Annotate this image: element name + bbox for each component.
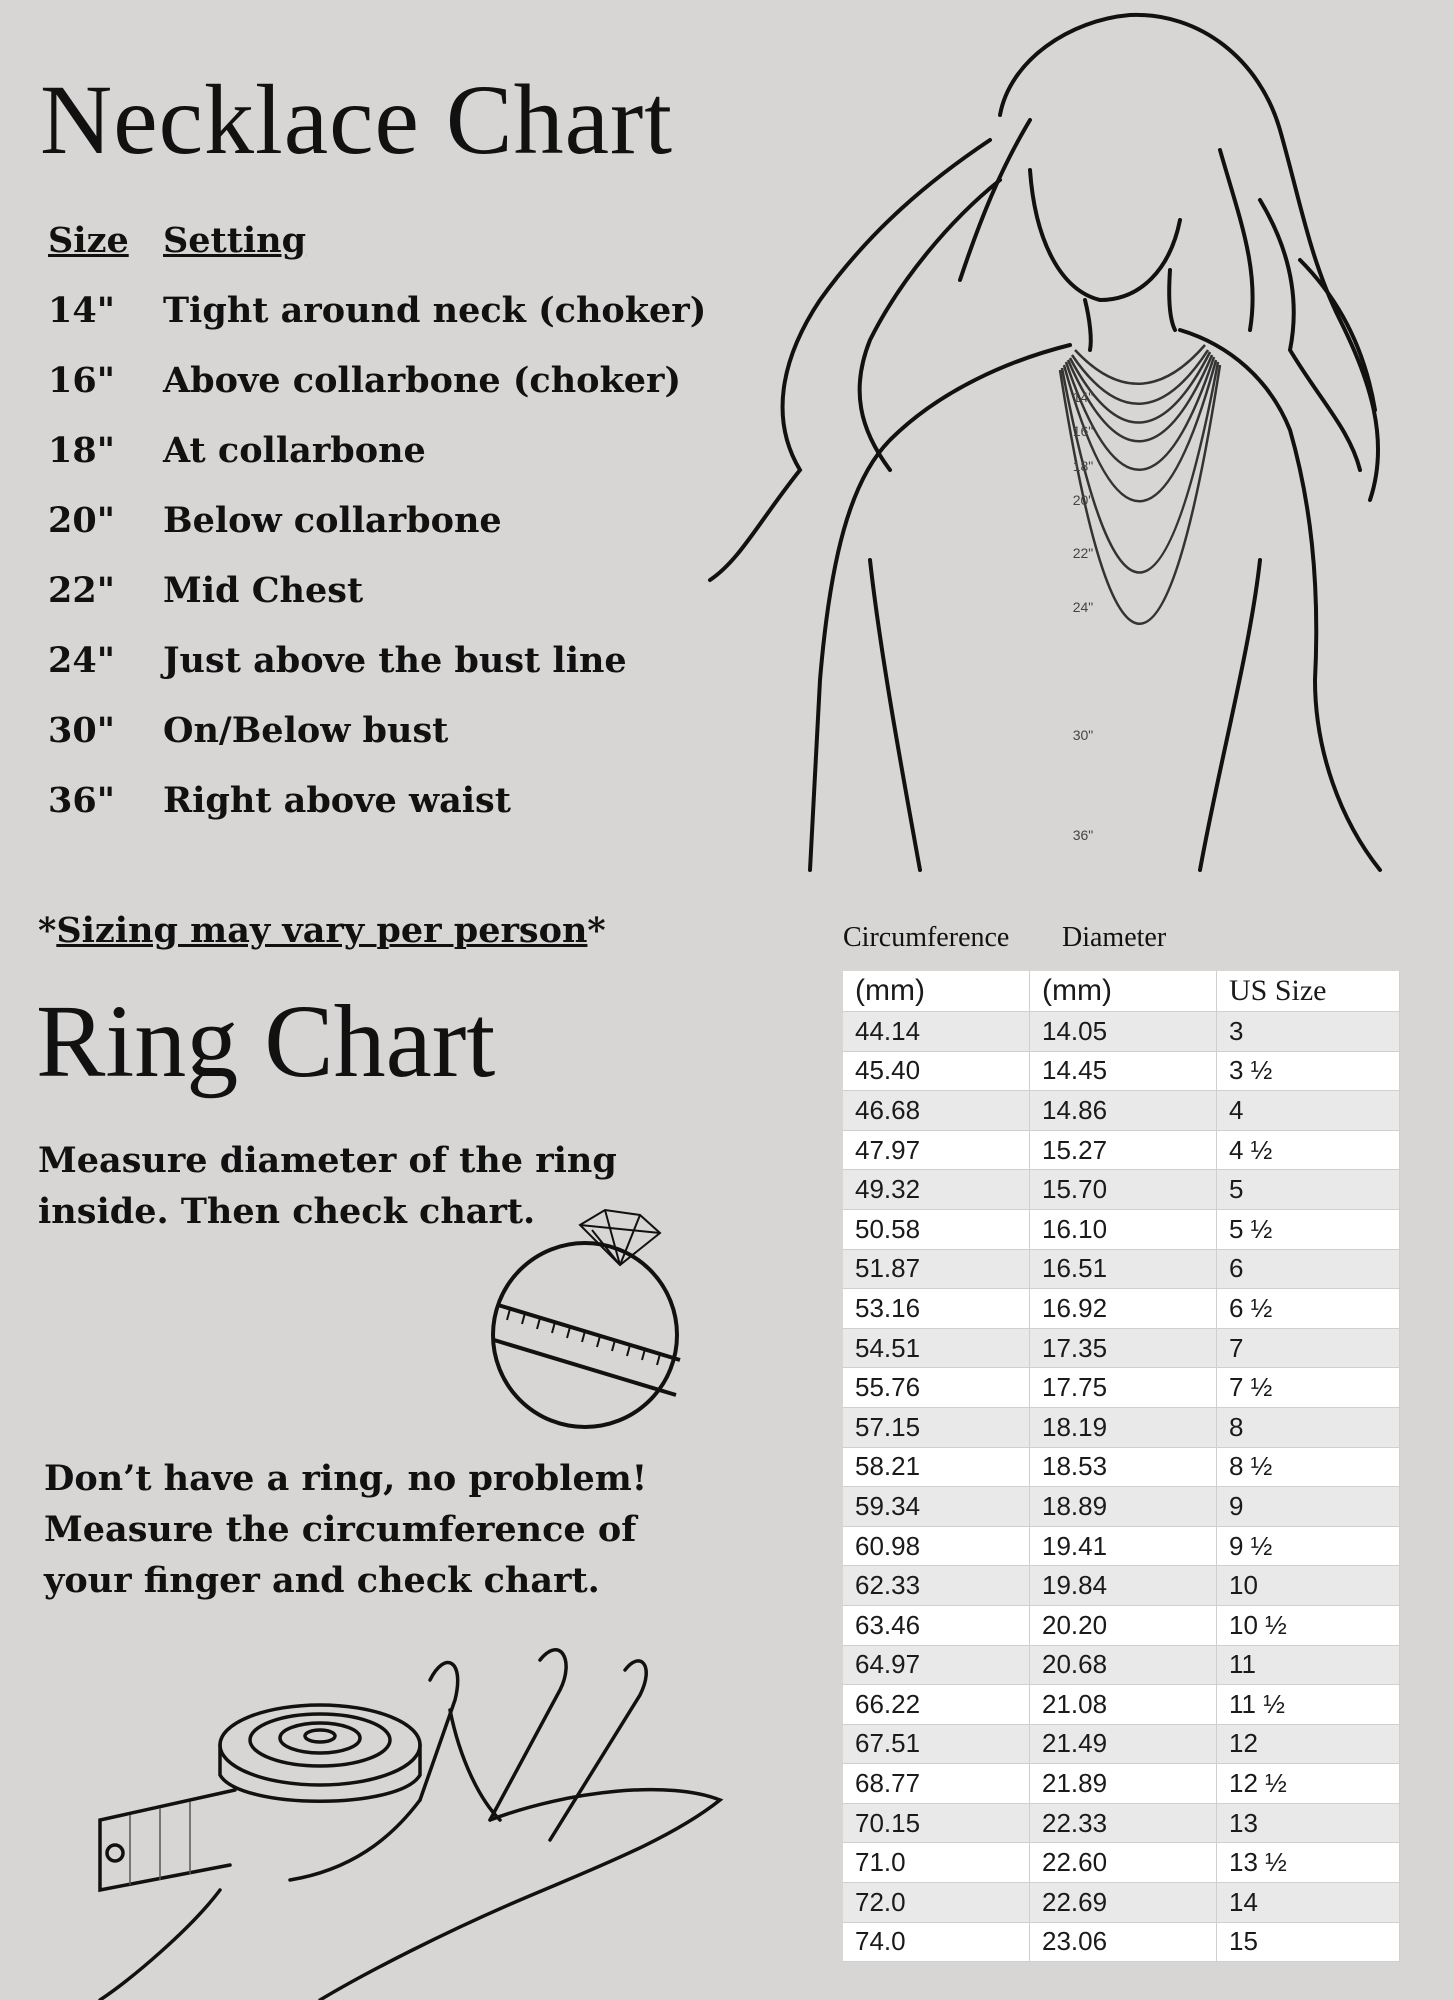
table-row <box>843 1566 1400 1606</box>
diam-cell: 18.89 <box>1030 1487 1217 1527</box>
diam-cell: 23.06 <box>1030 1922 1217 1962</box>
circumference-column-title: Circumference <box>843 922 1010 953</box>
circ-cell: 44.14 <box>843 1012 1030 1052</box>
us-cell: 7 ½ <box>1217 1368 1400 1408</box>
necklace-setting: Just above the bust line <box>163 640 627 681</box>
table-row <box>843 1843 1400 1883</box>
diam-cell: 20.20 <box>1030 1605 1217 1645</box>
table-row <box>843 1407 1400 1447</box>
table-row <box>843 1447 1400 1487</box>
necklace-size: 20" <box>48 500 115 541</box>
circ-cell: 74.0 <box>843 1922 1030 1962</box>
circ-cell: 46.68 <box>843 1091 1030 1131</box>
us-cell: 11 ½ <box>1217 1685 1400 1725</box>
illustration-label: 36" <box>1072 827 1094 843</box>
diam-cell: 21.08 <box>1030 1685 1217 1725</box>
us-cell: 5 <box>1217 1170 1400 1210</box>
circ-cell: 55.76 <box>843 1368 1030 1408</box>
necklace-size: 24" <box>48 640 115 681</box>
circ-cell: 58.21 <box>843 1447 1030 1487</box>
us-cell: 11 <box>1217 1645 1400 1685</box>
setting-header: Setting <box>163 220 307 261</box>
us-cell: 8 <box>1217 1407 1400 1447</box>
necklace-size: 22" <box>48 570 115 611</box>
diam-cell: 15.70 <box>1030 1170 1217 1210</box>
diam-cell: 14.86 <box>1030 1091 1217 1131</box>
diam-cell: 14.45 <box>1030 1051 1217 1091</box>
diam-cell: 16.51 <box>1030 1249 1217 1289</box>
necklace-size: 36" <box>48 780 115 821</box>
circ-cell: 53.16 <box>843 1289 1030 1329</box>
us-cell: 4 <box>1217 1091 1400 1131</box>
necklace-chart-title: Necklace Chart <box>40 64 674 175</box>
table-row <box>843 1487 1400 1527</box>
table-row <box>843 1685 1400 1725</box>
diam-cell: 16.10 <box>1030 1209 1217 1249</box>
diam-mm-header: (mm) <box>1030 971 1217 1012</box>
ring-chart-title: Ring Chart <box>36 984 496 1099</box>
us-cell: 12 <box>1217 1724 1400 1764</box>
circ-cell: 70.15 <box>843 1803 1030 1843</box>
measure-line: Measure diameter of the ring <box>38 1140 617 1181</box>
measure-line: inside. Then check chart. <box>38 1191 536 1232</box>
illustration-label: 18" <box>1072 458 1094 474</box>
circ-cell: 45.40 <box>843 1051 1030 1091</box>
diam-cell: 21.89 <box>1030 1764 1217 1804</box>
diam-cell: 19.84 <box>1030 1566 1217 1606</box>
table-row <box>843 1883 1400 1923</box>
diam-cell: 22.69 <box>1030 1883 1217 1923</box>
sizing-note <box>38 910 606 951</box>
us-cell: 9 ½ <box>1217 1526 1400 1566</box>
necklace-setting: At collarbone <box>163 430 426 471</box>
table-row <box>843 1289 1400 1329</box>
us-cell: 14 <box>1217 1883 1400 1923</box>
us-cell: 12 ½ <box>1217 1764 1400 1804</box>
table-row <box>843 1803 1400 1843</box>
us-cell: 10 ½ <box>1217 1605 1400 1645</box>
table-row <box>843 1170 1400 1210</box>
circ-cell: 68.77 <box>843 1764 1030 1804</box>
table-row <box>843 1922 1400 1962</box>
sizing-note-prefix: * <box>38 910 57 951</box>
us-cell: 4 ½ <box>1217 1130 1400 1170</box>
ring-ruler-illustration <box>480 1205 690 1435</box>
illustration-label: 16" <box>1072 423 1094 439</box>
table-row <box>843 1605 1400 1645</box>
table-row <box>843 1724 1400 1764</box>
us-cell: 3 ½ <box>1217 1051 1400 1091</box>
circ-cell: 67.51 <box>843 1724 1030 1764</box>
us-cell: 9 <box>1217 1487 1400 1527</box>
circ-cell: 64.97 <box>843 1645 1030 1685</box>
necklace-setting: Above collarbone (choker) <box>163 360 682 401</box>
us-cell: 7 <box>1217 1328 1400 1368</box>
circ-cell: 71.0 <box>843 1843 1030 1883</box>
no-ring-line: your finger and check chart. <box>44 1560 600 1601</box>
us-cell: 15 <box>1217 1922 1400 1962</box>
diam-cell: 16.92 <box>1030 1289 1217 1329</box>
ring-size-table <box>843 971 1400 1962</box>
diam-cell: 18.53 <box>1030 1447 1217 1487</box>
necklace-setting: On/Below bust <box>163 710 449 751</box>
necklace-size: 30" <box>48 710 115 751</box>
no-ring-instructions <box>44 1453 647 1606</box>
table-row <box>843 1368 1400 1408</box>
no-ring-line: Don’t have a ring, no problem! <box>44 1458 648 1499</box>
table-row <box>843 1051 1400 1091</box>
diam-cell: 19.41 <box>1030 1526 1217 1566</box>
table-row <box>843 1764 1400 1804</box>
hand-measuring-tape-illustration <box>70 1640 750 2000</box>
necklace-setting: Below collarbone <box>163 500 502 541</box>
circ-cell: 66.22 <box>843 1685 1030 1725</box>
circ-cell: 62.33 <box>843 1566 1030 1606</box>
sizing-note-suffix: * <box>587 910 606 951</box>
table-row <box>843 1526 1400 1566</box>
illustration-label: 30" <box>1072 727 1094 743</box>
diam-cell: 15.27 <box>1030 1130 1217 1170</box>
illustration-label: 22" <box>1072 545 1094 561</box>
illustration-label: 20" <box>1072 492 1094 508</box>
diam-cell: 22.60 <box>1030 1843 1217 1883</box>
table-row <box>843 1249 1400 1289</box>
woman-necklace-illustration <box>700 0 1400 880</box>
illustration-label: 24" <box>1072 599 1094 615</box>
circ-cell: 60.98 <box>843 1526 1030 1566</box>
size-header: Size <box>48 220 129 261</box>
us-cell: 13 ½ <box>1217 1843 1400 1883</box>
circ-cell: 72.0 <box>843 1883 1030 1923</box>
illustration-label: 14" <box>1072 389 1094 405</box>
circ-cell: 54.51 <box>843 1328 1030 1368</box>
table-row <box>843 1012 1400 1052</box>
us-cell: 6 <box>1217 1249 1400 1289</box>
sizing-note-text: Sizing may vary per person <box>56 910 588 951</box>
table-row <box>843 1091 1400 1131</box>
diam-cell: 18.19 <box>1030 1407 1217 1447</box>
us-cell: 5 ½ <box>1217 1209 1400 1249</box>
circ-cell: 57.15 <box>843 1407 1030 1447</box>
us-size-header: US Size <box>1217 971 1400 1012</box>
diam-cell: 14.05 <box>1030 1012 1217 1052</box>
necklace-size: 18" <box>48 430 115 471</box>
us-cell: 6 ½ <box>1217 1289 1400 1329</box>
necklace-setting: Right above waist <box>163 780 511 821</box>
us-cell: 3 <box>1217 1012 1400 1052</box>
diam-cell: 22.33 <box>1030 1803 1217 1843</box>
table-row <box>843 1645 1400 1685</box>
necklace-setting: Tight around neck (choker) <box>163 290 707 331</box>
circ-cell: 63.46 <box>843 1605 1030 1645</box>
diam-cell: 17.35 <box>1030 1328 1217 1368</box>
necklace-size: 16" <box>48 360 115 401</box>
circ-cell: 49.32 <box>843 1170 1030 1210</box>
circ-cell: 59.34 <box>843 1487 1030 1527</box>
diam-cell: 21.49 <box>1030 1724 1217 1764</box>
circ-cell: 51.87 <box>843 1249 1030 1289</box>
diam-cell: 20.68 <box>1030 1645 1217 1685</box>
no-ring-line: Measure the circumference of <box>44 1509 637 1550</box>
necklace-size: 14" <box>48 290 115 331</box>
us-cell: 8 ½ <box>1217 1447 1400 1487</box>
circ-cell: 47.97 <box>843 1130 1030 1170</box>
us-cell: 10 <box>1217 1566 1400 1606</box>
necklace-setting: Mid Chest <box>163 570 364 611</box>
table-row <box>843 1328 1400 1368</box>
table-row <box>843 1209 1400 1249</box>
circ-mm-header: (mm) <box>843 971 1030 1012</box>
diam-cell: 17.75 <box>1030 1368 1217 1408</box>
table-row <box>843 1130 1400 1170</box>
us-cell: 13 <box>1217 1803 1400 1843</box>
ring-table-header <box>843 971 1400 1012</box>
diameter-column-title: Diameter <box>1062 922 1167 953</box>
circ-cell: 50.58 <box>843 1209 1030 1249</box>
